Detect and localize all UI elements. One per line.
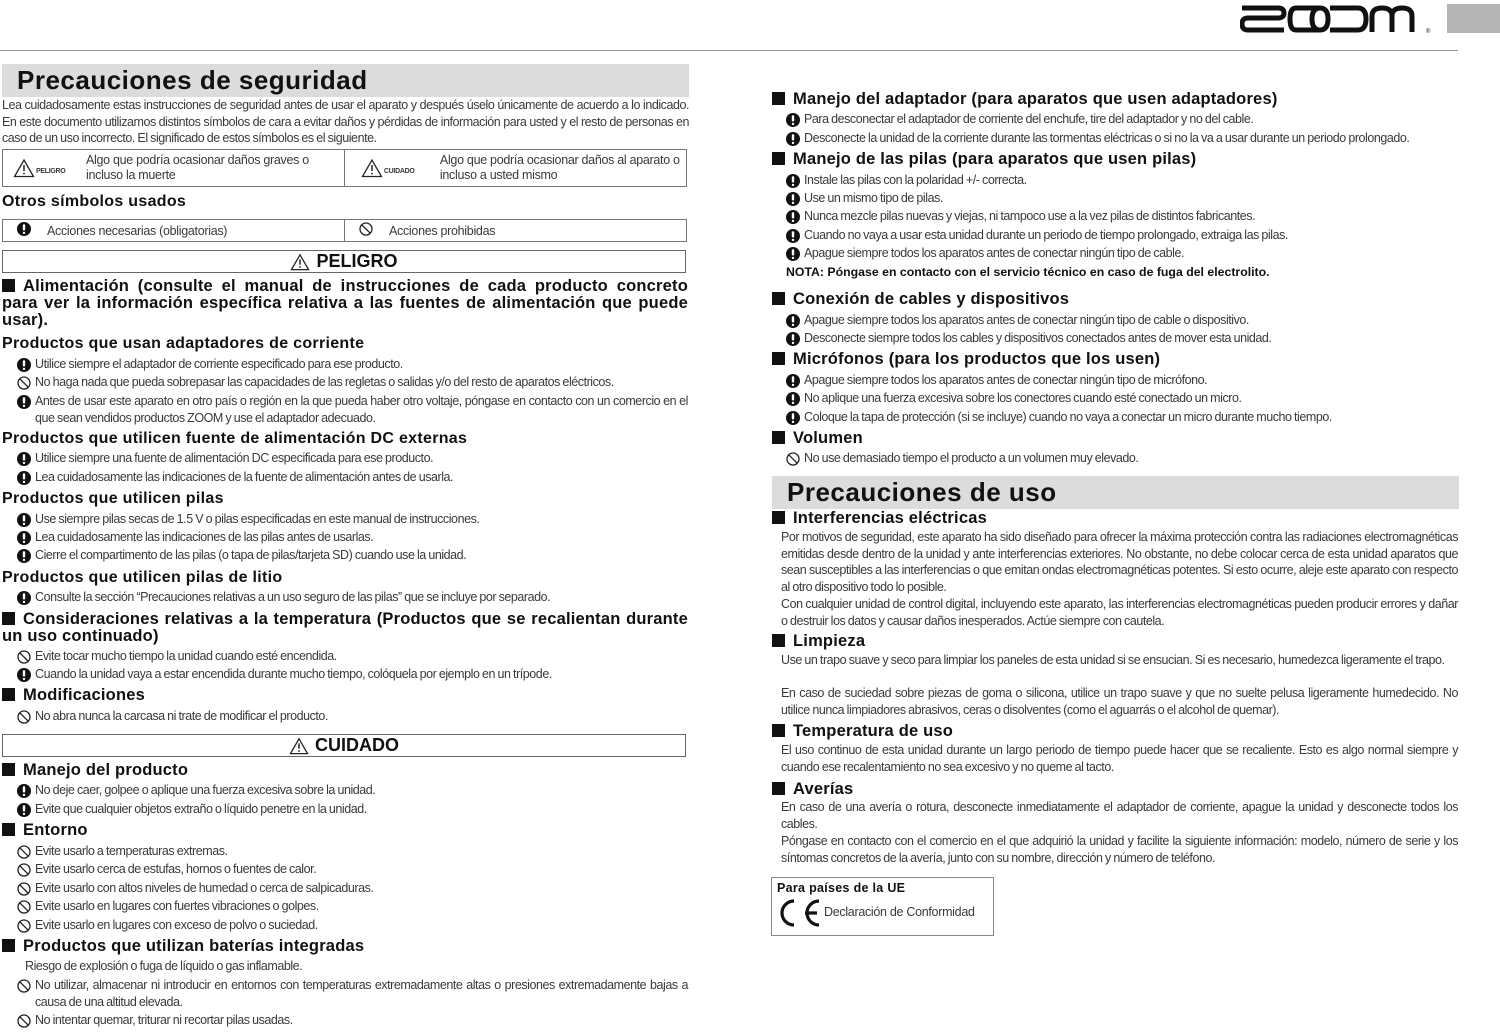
prohibited-icon (17, 650, 31, 664)
prohibited-icon (17, 882, 31, 896)
other-symbols-table (2, 219, 687, 242)
prohibited-icon (17, 376, 31, 390)
mandatory-icon (786, 411, 800, 425)
square-bullet-icon (772, 352, 785, 365)
mandatory-icon (786, 374, 800, 388)
warning-triangle-icon (13, 158, 35, 178)
mandatory-icon (786, 332, 800, 346)
mandatory-icon (786, 229, 800, 243)
mandatory-item (35, 801, 688, 818)
eu-declaration-link[interactable]: Declaración de Conformidad (824, 905, 975, 919)
item-text: Para desconectar el adaptador de corriente del enchufe, tire del adaptador y no del cable. (804, 112, 1254, 126)
mandatory-icon (786, 113, 800, 127)
mandatory-icon (786, 392, 800, 406)
section-heading-text: Productos que utilizan baterías integradas (23, 937, 365, 955)
section-heading-text: Modificaciones (23, 686, 145, 704)
mandatory-icon (786, 314, 800, 328)
subsection-heading: Productos que utilicen pilas de litio (2, 569, 283, 586)
section-heading-text: Manejo del producto (23, 761, 189, 779)
mandatory-item (35, 782, 688, 799)
header-rule (0, 50, 1458, 51)
section-heading (772, 723, 1458, 740)
prohibited-item (35, 977, 688, 1011)
page-title: Precauciones de seguridad (2, 64, 689, 97)
subsection-heading: Productos que utilicen fuente de alimentación DC externas (2, 430, 468, 447)
item-text: Use siempre pilas secas de 1.5 V o pilas especificadas en este manual de instrucciones. (35, 512, 480, 526)
square-bullet-icon (2, 939, 15, 952)
section-heading (772, 151, 1458, 168)
eu-heading: Para países de la UE (777, 881, 906, 895)
mandatory-item (804, 312, 1458, 329)
zoom-logo (1240, 4, 1436, 34)
item-text: Evite usarlo en lugares con fuertes vibraciones o golpes. (35, 899, 319, 913)
prohibited-item (35, 880, 688, 897)
item-text: No abra nunca la carcasa ni trate de modificar el producto. (35, 709, 328, 723)
body-paragraph: Póngase en contacto con el comercio en el que adquirió la unidad y facilite la siguiente información: modelo, número de serie y los síntomas concretos de la avería, junto con su nombre, dirección y número de teléfono. (781, 834, 1458, 865)
mandatory-icon (17, 531, 31, 545)
item-text: Utilice siempre el adaptador de corriente especificado para ese producto. (35, 357, 403, 371)
section-heading (772, 430, 1458, 447)
item-text: Evite que cualquier objetos extraño o líquido penetre en la unidad. (35, 802, 367, 816)
peligro-tag: PELIGRO (36, 167, 66, 175)
section-heading (772, 291, 1458, 308)
item-text: Desconecte la unidad de la corriente durante las tormentas eléctricas o si no la va a usar durante un periodo prolongado. (804, 131, 1410, 145)
prohibited-icon (17, 863, 31, 877)
divider (344, 220, 345, 241)
cuidado-legend-cell (361, 150, 683, 186)
square-bullet-icon (2, 763, 15, 776)
cuidado-banner (2, 734, 686, 757)
prohibited-icon (17, 919, 31, 933)
section-heading (772, 510, 1458, 527)
item-text: Desconecte siempre todos los cables y dispositivos conectados antes de mover esta unidad. (804, 331, 1272, 345)
mandatory-item (804, 111, 1458, 128)
prohibited-icon (17, 900, 31, 914)
body-paragraph: En caso de suciedad sobre piezas de goma o silicona, utilice un trapo suave y que no suelte pelusa ligeramente humedecido. No utilice nunca limpiadores abrasivos, ceras o disolventes (como el aguarrás o el alcohol de quemar). (781, 686, 1458, 717)
section-heading-text: Temperatura de uso (793, 722, 954, 740)
mandatory-item (804, 409, 1458, 426)
section-heading-text: Alimentación (consulte el manual de instrucciones de cada producto concreto para ver la información específica relativa a las fuentes de alimentación que puede usar). (2, 277, 688, 329)
item-text: Use un mismo tipo de pilas. (804, 191, 943, 205)
prohibited-icon (786, 452, 800, 466)
cuidado-tag: CUIDADO (383, 167, 415, 175)
mandatory-item (35, 356, 688, 373)
mandatory-icon (786, 210, 800, 224)
section-heading-text: Manejo del adaptador (para aparatos que usen adaptadores) (793, 90, 1278, 108)
mandatory-item (804, 190, 1458, 207)
prohibited-item (35, 917, 688, 934)
section-heading-text: Interferencias eléctricas (793, 509, 987, 527)
mandatory-icon (17, 222, 31, 239)
square-bullet-icon (772, 511, 785, 524)
mandatory-item (804, 130, 1458, 147)
page-tab (1447, 4, 1500, 33)
section-heading (772, 633, 1458, 650)
item-text: Nunca mezcle pilas nuevas y viejas, ni tampoco use a la vez pilas de distintos fabricantes. (804, 209, 1256, 223)
mandatory-item (804, 172, 1458, 189)
mandatory-icon (17, 358, 31, 372)
section-heading (2, 938, 688, 955)
mandatory-item (804, 372, 1458, 389)
item-text: Coloque la tapa de protección (si se incluye) cuando no vaya a conectar un micro durante mucho tiempo. (804, 410, 1332, 424)
eu-conformity-box (771, 877, 994, 936)
mandatory-item (35, 393, 688, 427)
section-heading-text: Conexión de cables y dispositivos (793, 290, 1070, 308)
square-bullet-icon (2, 823, 15, 836)
body-paragraph: El uso continuo de esta unidad durante un largo periodo de tiempo puede hacer que se recaliente. Esto es algo normal siempre y cuando ese recalentamiento no sea excesivo y no queme al tacto. (781, 743, 1458, 774)
divider (344, 150, 345, 186)
mandatory-description: Acciones necesarias (obligatorias) (47, 223, 228, 238)
item-text: Instale las pilas con la polaridad +/- correcta. (804, 173, 1027, 187)
mandatory-item (804, 390, 1458, 407)
section-title: Precauciones de uso (772, 476, 1459, 509)
prohibited-item (35, 861, 688, 878)
section-heading-text: Averías (793, 780, 854, 798)
item-text: Evite usarlo cerca de estufas, hornos o fuentes de calor. (35, 862, 317, 876)
mandatory-icon (17, 395, 31, 409)
mandatory-item (35, 666, 688, 683)
warning-triangle-icon (289, 737, 309, 755)
mandatory-item (35, 589, 688, 606)
section-heading (2, 278, 688, 329)
item-text: Apague siempre todos los aparatos antes de conectar ningún tipo de cable o dispositivo. (804, 313, 1249, 327)
item-text: Antes de usar este aparato en otro país o región en la que pueda haber otro voltaje, póngase en contacto con un comercio en el que sean vendidos productos ZOOM y use el adaptador adecuado. (35, 394, 688, 425)
mandatory-icon (786, 192, 800, 206)
mandatory-icon (17, 803, 31, 817)
item-text: Evite usarlo a temperaturas extremas. (35, 844, 228, 858)
section-heading-text: Volumen (793, 429, 863, 447)
peligro-label: PELIGRO (316, 251, 398, 271)
ce-mark-icon (777, 898, 823, 928)
mandatory-icon (17, 591, 31, 605)
prohibited-icon (17, 845, 31, 859)
item-text: Evite usarlo en lugares con exceso de polvo o suciedad. (35, 918, 318, 932)
subsection-heading: Productos que utilicen pilas (2, 490, 224, 507)
cuidado-label: CUIDADO (315, 735, 399, 755)
mandatory-item (804, 245, 1458, 262)
warning-triangle-icon (290, 253, 310, 271)
peligro-legend-cell (13, 150, 338, 186)
mandatory-icon (17, 513, 31, 527)
section-heading-text: Consideraciones relativas a la temperatura (Productos que se recalientan durante un uso continuado) (2, 610, 688, 645)
square-bullet-icon (772, 634, 785, 647)
prohibited-icon (17, 1014, 31, 1028)
section-heading-text: Manejo de las pilas (para aparatos que usen pilas) (793, 150, 1197, 168)
prohibited-item (35, 708, 688, 725)
subsection-heading: Productos que usan adaptadores de corriente (2, 335, 365, 352)
section-heading (2, 822, 688, 839)
item-text: Utilice siempre una fuente de alimentación DC especificada para ese producto. (35, 451, 434, 465)
item-text: No use demasiado tiempo el producto a un volumen muy elevado. (804, 451, 1139, 465)
mandatory-item (804, 227, 1458, 244)
item-text: Apague siempre todos los aparatos antes de conectar ningún tipo de micrófono. (804, 373, 1208, 387)
prohibited-item (804, 450, 1458, 467)
item-text: Evite tocar mucho tiempo la unidad cuando esté encendida. (35, 649, 337, 663)
item-text: Lea cuidadosamente las indicaciones de las pilas antes de usarlas. (35, 530, 374, 544)
body-text: Riesgo de explosión o fuga de líquido o gas inflamable. (25, 959, 303, 973)
prohibited-icon (17, 979, 31, 993)
mandatory-icon (786, 174, 800, 188)
section-heading (2, 762, 688, 779)
peligro-description: Algo que podría ocasionar daños graves o incluso la muerte (86, 153, 309, 182)
note-text: NOTA: Póngase en contacto con el servicio técnico en caso de fuga del electrolito. (786, 265, 1270, 279)
item-text: No deje caer, golpee o aplique una fuerza excesiva sobre la unidad. (35, 783, 376, 797)
mandatory-legend-cell (17, 220, 227, 241)
section-heading (772, 91, 1458, 108)
body-paragraph: Use un trapo suave y seco para limpiar los paneles de esta unidad si se ensucian. Si es necesario, humedezca ligeramente el trapo. (781, 653, 1445, 667)
mandatory-item (35, 469, 688, 486)
square-bullet-icon (772, 782, 785, 795)
section-heading (2, 687, 688, 704)
cuidado-description: Algo que podría ocasionar daños al aparato o incluso a usted mismo (439, 153, 680, 182)
prohibited-item (35, 843, 688, 860)
item-text: No haga nada que pueda sobrepasar las capacidades de las regletas o salidas y/o del resto de aparatos eléctricos. (35, 375, 614, 389)
warning-triangle-icon (361, 158, 383, 178)
body-paragraph: Por motivos de seguridad, este aparato ha sido diseñado para ofrecer la máxima protección contra las radiaciones electromagnéticas emitidas desde dentro de la unidad y ante interferencias exteriores. No obstante, no debe colocar cerca de esta unidad aparatos que sean susceptibles a las interferencias o que emitan ondas electromagnéticas potentes. Si esto ocurre, aleje este aparato con respecto al otro dispositivo todo lo posible. (781, 530, 1458, 594)
item-text: Evite usarlo con altos niveles de humedad o cerca de salpicaduras. (35, 881, 374, 895)
mandatory-item (35, 529, 688, 546)
square-bullet-icon (772, 724, 785, 737)
item-text: Cierre el compartimento de las pilas (o tapa de pilas/tarjeta SD) cuando use la unidad. (35, 548, 467, 562)
item-text: Cuando no vaya a usar esta unidad durante un periodo de tiempo prolongado, extraiga las pilas. (804, 228, 1288, 242)
mandatory-icon (17, 784, 31, 798)
square-bullet-icon (772, 152, 785, 165)
mandatory-icon (786, 247, 800, 261)
section-heading-text: Micrófonos (para los productos que los usen) (793, 350, 1161, 368)
mandatory-item (35, 547, 688, 564)
mandatory-icon (17, 549, 31, 563)
section-heading (2, 611, 688, 645)
section-heading-text: Limpieza (793, 632, 866, 650)
prohibited-item (35, 648, 688, 665)
mandatory-item (804, 330, 1458, 347)
prohibited-item (35, 1012, 688, 1029)
body-paragraph: Con cualquier unidad de control digital, incluyendo este aparato, las interferencias electromagnéticas pueden producir errores y dañar o destruir los datos y causar daños inesperados. Actúe siempre con cautela. (781, 597, 1458, 628)
square-bullet-icon (772, 292, 785, 305)
mandatory-icon (17, 668, 31, 682)
square-bullet-icon (2, 612, 15, 625)
mandatory-icon (17, 452, 31, 466)
square-bullet-icon (2, 279, 15, 292)
intro-paragraph: Lea cuidadosamente estas instrucciones de seguridad antes de usar el aparato y después úselo únicamente de acuerdo a lo indicado. En este documento utilizamos distintos símbolos de cara a evitar daños y pérdidas de información para usted y el resto de personas en caso de un uso incorrecto. El significado de estos símbolos es el siguiente. (2, 98, 689, 146)
prohibited-icon (17, 710, 31, 724)
mandatory-item (35, 450, 688, 467)
symbol-legend-table (2, 149, 687, 187)
mandatory-icon (786, 132, 800, 146)
mandatory-item (35, 511, 688, 528)
square-bullet-icon (772, 92, 785, 105)
item-text: Consulte la sección “Precauciones relativas a un uso seguro de las pilas” que se incluye por separado. (35, 590, 551, 604)
item-text: No intentar quemar, triturar ni recortar pilas usadas. (35, 1013, 293, 1027)
mandatory-icon (17, 471, 31, 485)
item-text: Lea cuidadosamente las indicaciones de la fuente de alimentación antes de usarla. (35, 470, 454, 484)
body-paragraph: En caso de una avería o rotura, desconecte inmediatamente el adaptador de corriente, apague la unidad y desconecte todos los cables. (781, 800, 1458, 831)
mandatory-item (804, 208, 1458, 225)
svg-text:®: ® (1426, 29, 1431, 34)
item-text: No aplique una fuerza excesiva sobre los conectores cuando esté conectado un micro. (804, 391, 1242, 405)
prohibited-description: Acciones prohibidas (389, 223, 496, 238)
section-heading-text: Entorno (23, 821, 88, 839)
square-bullet-icon (772, 431, 785, 444)
section-heading (772, 351, 1458, 368)
item-text: No utilizar, almacenar ni introducir en entornos con temperaturas extremadamente altas o presiones extremadamente bajas a causa de una altitud elevada. (35, 978, 688, 1009)
prohibited-item (35, 898, 688, 915)
prohibited-legend-cell (359, 220, 495, 241)
peligro-banner (2, 250, 686, 273)
square-bullet-icon (2, 688, 15, 701)
prohibited-item (35, 374, 688, 391)
item-text: Cuando la unidad vaya a estar encendida durante mucho tiempo, colóquela por ejemplo en un trípode. (35, 667, 552, 681)
other-symbols-heading: Otros símbolos usados (2, 193, 187, 210)
section-heading (772, 781, 1458, 798)
prohibited-icon (359, 222, 373, 239)
item-text: Apague siempre todos los aparatos antes de conectar ningún tipo de cable. (804, 246, 1184, 260)
